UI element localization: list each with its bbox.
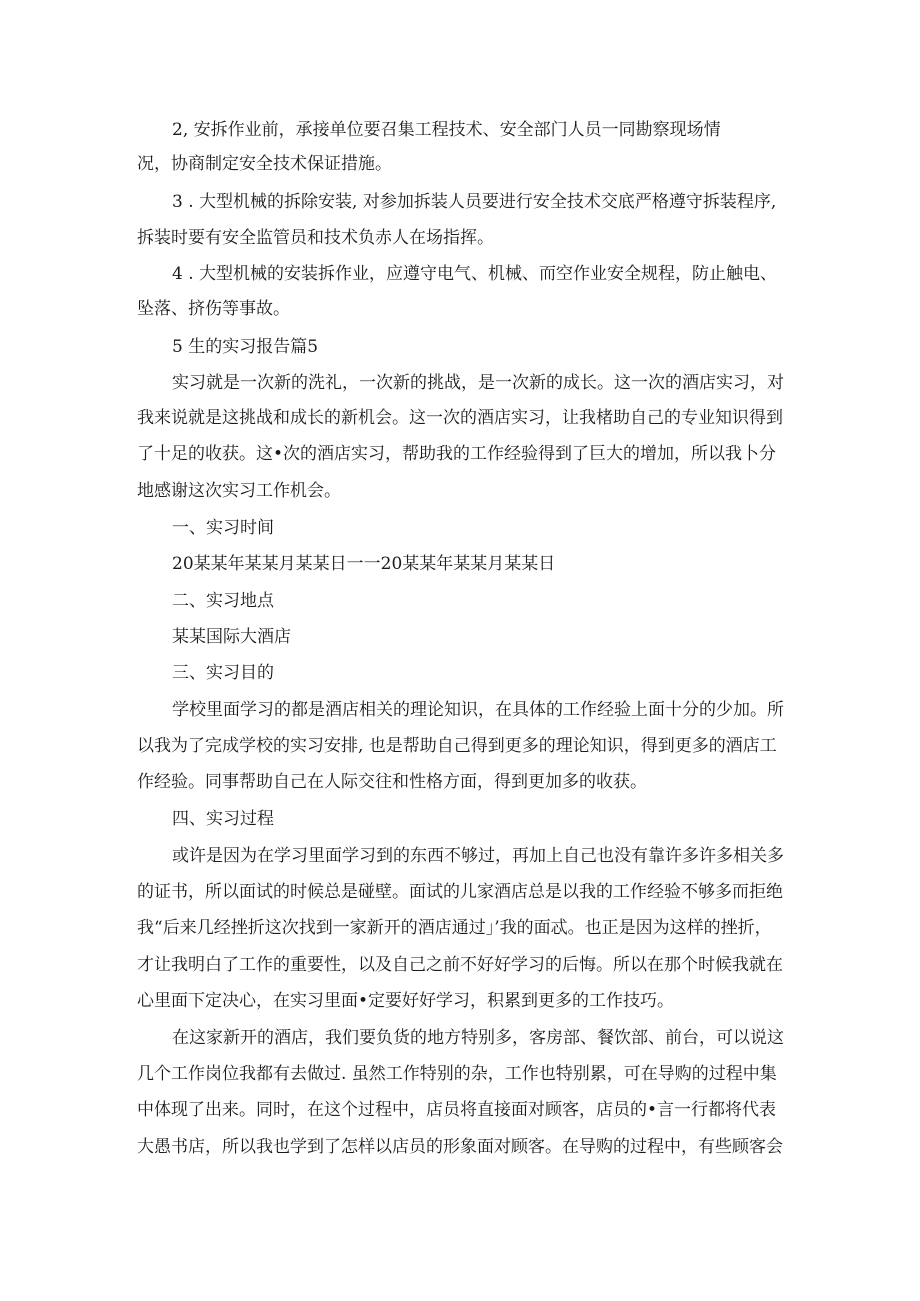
paragraph-line: 2, 安拆作业前，承接单位要召集工程技术、安全部门人员一同勘察现场情 (172, 120, 721, 140)
section-heading: 二、实习地点 (172, 591, 274, 611)
paragraph-line: 20某某年某某月某某日一一20某某年某某月某某日 (172, 554, 556, 574)
paragraph-line: 了十足的收获。这•次的酒店实习，帮助我的工作经验得到了巨大的增加，所以我卜分 (137, 444, 777, 464)
paragraph-line: 或许是因为在学习里面学习到的东西不够过，再加上自己也没有靠许多许多相关多 (172, 846, 784, 866)
section-heading: 一、实习时间 (172, 518, 274, 538)
paragraph-line: 心里面下定决心，在实习里面•定要好好学习，积累到更多的工作技巧。 (137, 991, 675, 1011)
paragraph-line: 3 . 大型机械的拆除安装, 对参加拆装人员要进行安全技术交底严格遵守拆装程序, (172, 192, 777, 212)
paragraph-line: 中体现了出来。同时，在这个过程中，店员将直接面对顾客，店员的•言一行都将代表 (137, 1100, 777, 1120)
paragraph-line: 作经验。同事帮助自己在人际交往和性格方面，得到更加多的收获。 (137, 772, 647, 792)
paragraph-line: 某某国际大酒店 (172, 627, 291, 647)
paragraph-line: 的证书，所以面试的时候总是碰壁。面试的儿家酒店总是以我的工作经验不够多而拒绝 (137, 882, 783, 902)
paragraph-line: 坠落、挤伤等事故。 (137, 299, 290, 319)
section-heading: 5 生的实习报告篇5 (172, 337, 319, 357)
paragraph-line: 大愚书店，所以我也学到了怎样以店员的形象面对顾客。在导购的过程中，有些顾客会 (137, 1137, 783, 1157)
paragraph-line: 实习就是一次新的洗礼，一次新的挑战，是一次新的成长。这一次的酒店实习，对 (172, 373, 784, 393)
paragraph-line: 几个工作岗位我都有去做过. 虽然工作特别的杂，工作也特别累，可在导购的过程中集 (137, 1064, 777, 1084)
paragraph-line: 拆装时要有安全监管员和技术负赤人在场指挥。 (137, 228, 494, 248)
paragraph-line: 我来说就是这挑战和成长的新机会。这一次的酒店实习，让我楮助自己的专业知识得到 (137, 408, 783, 428)
paragraph-line: 况，协商制定安全技术保证措施。 (137, 154, 392, 174)
paragraph-line: 学校里面学习的都是酒店相关的理论知识，在具体的工作经验上面十分的少加。所 (172, 700, 784, 720)
paragraph-line: 才让我明白了工作的重要性，以及自己之前不好好学习的后悔。所以在那个时候我就在 (137, 955, 783, 975)
paragraph-line: 4 . 大型机械的安装拆作业，应遵守电气、机械、而空作业安全规程，防止触电、 (172, 264, 778, 284)
paragraph-line: 我“后来几经挫折这次找到一家新开的酒店通过」’我的面忒。也正是因为这样的挫折， (137, 918, 772, 938)
paragraph-line: 以我为了完成学校的实习安排, 也是帮助自己得到更多的理论知识，得到更多的酒店工 (137, 736, 777, 756)
paragraph-line: 地感谢这次实习工作机会。 (137, 481, 341, 501)
section-heading: 三、实习目的 (172, 663, 274, 683)
paragraph-line: 在这家新开的酒店，我们要负货的地方特别多，客房部、餐饮部、前台，可以说这 (172, 1028, 784, 1048)
section-heading: 四、实习过程 (172, 809, 274, 829)
